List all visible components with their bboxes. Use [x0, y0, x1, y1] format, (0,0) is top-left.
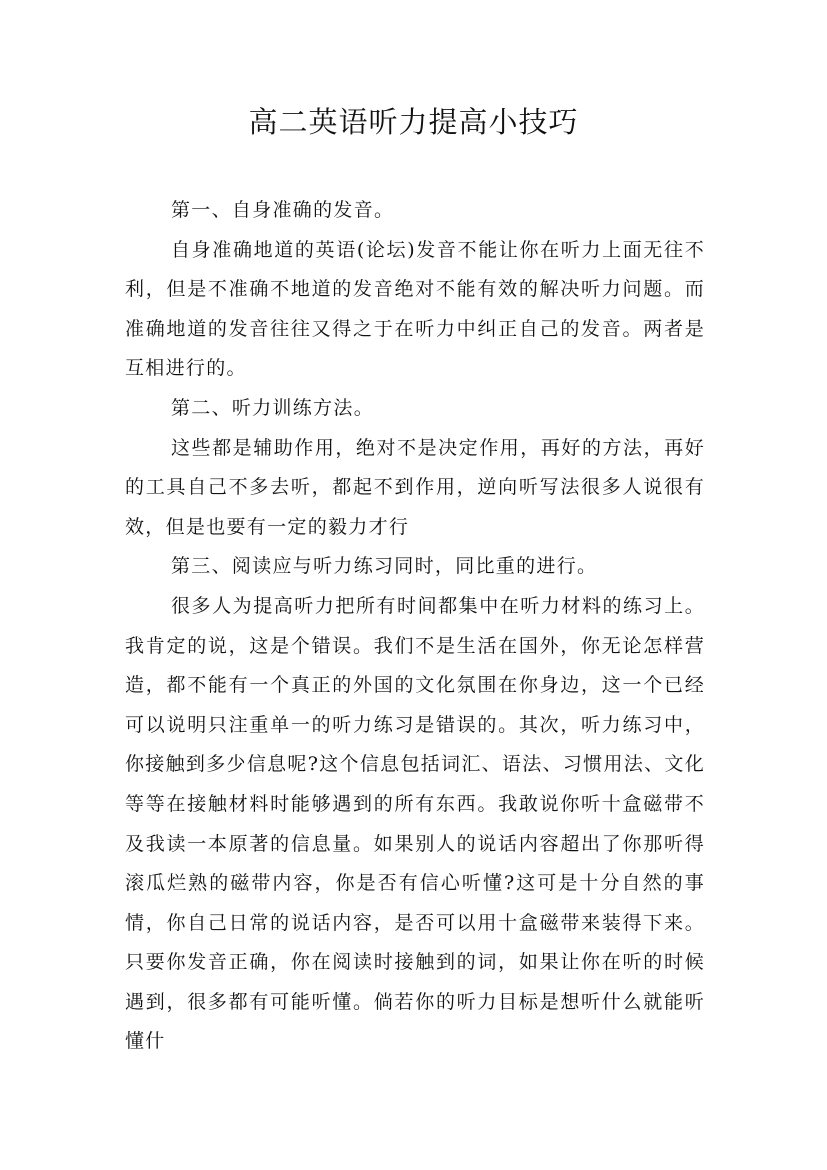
paragraph-pronunciation: 自身准确地道的英语(论坛)发音不能让你在听力上面无往不利，但是不准确不地道的发音绝对不能有效的解决听力问题。而准确地道的发音往往又得之于在听力中纠正自己的发音。两者是互相进行的。 [125, 238, 705, 380]
document-title: 高二英语听力提高小技巧 [248, 105, 579, 139]
document-body [125, 191, 705, 1062]
paragraph-training-methods: 这些都是辅助作用，绝对不是决定作用，再好的方法，再好的工具自己不多去听，都起不到作用，逆向听写法很多人说很有效，但是也要有一定的毅力才行 [125, 436, 705, 538]
paragraph-reading-and-listening: 很多人为提高听力把所有时间都集中在听力材料的练习上。我肯定的说，这是个错误。我们不是生活在国外，你无论怎样营造，都不能有一个真正的外国的文化氛围在你身边，这一个已经可以说明只注重单一的听力练习是错误的。其次，听力练习中，你接触到多少信息呢?这个信息包括词汇、语法、习惯用法、文化等等在接触材料时能够遇到的所有东西。我敢说你听十盒磁带不及我读一本原著的信息量。如果别人的说话内容超出了你那听得滚瓜烂熟的磁带内容，你是否有信心听懂?这可是十分自然的事情，你自己日常的说话内容，是否可以用十盒磁带来装得下来。只要你发音正确，你在阅读时接触到的词，如果让你在听的时候遇到，很多都有可能听懂。倘若你的听力目标是想听什么就能听懂什 [125, 594, 705, 1053]
section-heading-2: 第二、听力训练方法。 [171, 396, 375, 419]
section-heading-1: 第一、自身准确的发音。 [171, 199, 395, 221]
section-heading-3: 第三、阅读应与听力练习同时，同比重的进行。 [171, 555, 598, 578]
